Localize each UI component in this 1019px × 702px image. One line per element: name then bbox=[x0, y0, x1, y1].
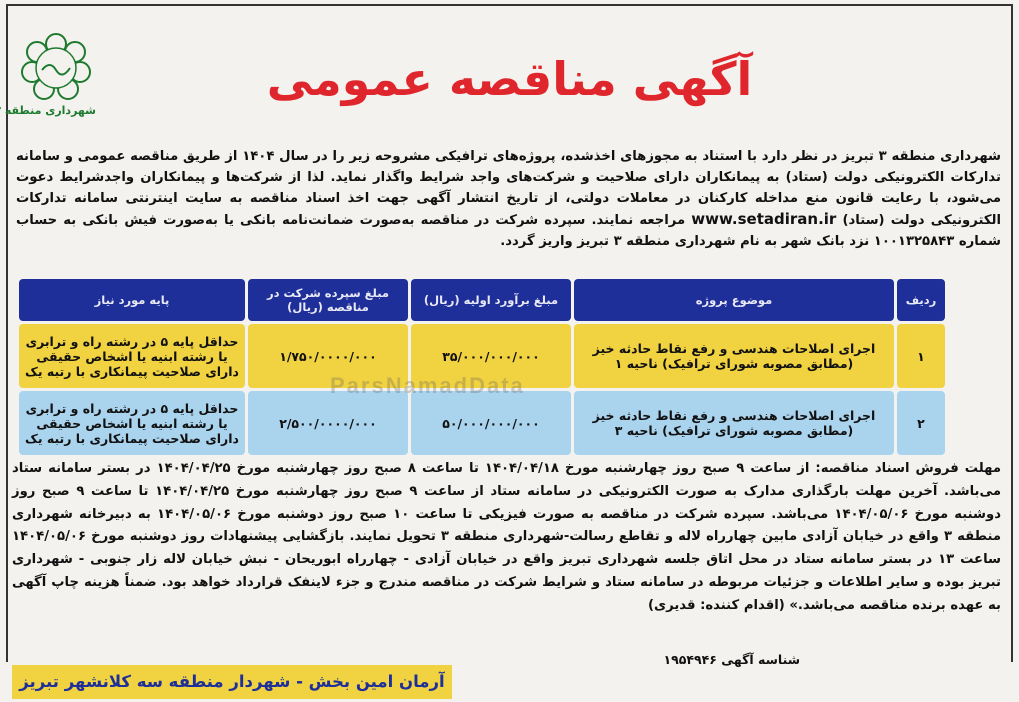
table-header-row bbox=[19, 279, 945, 321]
intro-paragraph bbox=[16, 146, 1001, 252]
logo-caption: شهرداری منطقه bbox=[4, 104, 96, 117]
intro-text-1: شهرداری منطقه ۳ تبریز در نظر دارد با استناد به مجوزهای اخذشده، پروژه‌های ترافیکی مشروحه زیر را در سال ۱۴۰۴ از طریق مناقصه عمومی و سامانه تدارکات الکترونیکی دولت (ستاد) به پیمانکاران دارای صلاحیت و شرکت‌های واجد شرایط واگذار نماید. لذا از شرکت‌ها و پیمانکاران واجدشرایط دعوت می‌شود، با رعایت قانون منع مداخله کارکنان در معاملات دولتی، از تاریخ انتشار آگهی جهت اخذ اسناد مناقصه به سایت اینترنتی سامانه تدارکات الکترونیکی دولت (ستاد) bbox=[16, 149, 1001, 228]
cell-deposit: ۲/۵۰۰/۰۰۰۰/۰۰۰ bbox=[248, 391, 408, 455]
cell-subject: اجرای اصلاحات هندسی و رفع نقاط حادثه خیز (مطابق مصوبه شورای ترافیک) ناحیه ۱ bbox=[574, 324, 894, 388]
header-deposit: مبلغ سپرده شرکت در مناقصه (ریال) bbox=[248, 279, 408, 321]
ad-id: شناسه آگهی ۱۹۵۴۹۴۶ bbox=[663, 652, 800, 667]
header-grade: پایه مورد نیاز bbox=[19, 279, 245, 321]
page-title: آگهی مناقصه عمومی bbox=[266, 52, 753, 106]
cell-estimate: ۳۵/۰۰۰/۰۰۰/۰۰۰ bbox=[411, 324, 571, 388]
cell-row-number: ۱ bbox=[897, 324, 945, 388]
cell-subject: اجرای اصلاحات هندسی و رفع نقاط حادثه خیز (مطابق مصوبه شورای ترافیک) ناحیه ۳ bbox=[574, 391, 894, 455]
cell-estimate: ۵۰/۰۰۰/۰۰۰/۰۰۰ bbox=[411, 391, 571, 455]
cell-deposit: ۱/۷۵۰/۰۰۰۰/۰۰۰ bbox=[248, 324, 408, 388]
table-row bbox=[19, 391, 945, 455]
frame-top-border bbox=[6, 4, 1013, 6]
watermark-text: ParsNamadData bbox=[330, 373, 525, 398]
header-row-number: ردیف bbox=[897, 279, 945, 321]
cell-grade: حداقل پایه ۵ در رشته راه و ترابری یا رشته ابنیه یا اشخاص حقیقی دارای صلاحیت پیمانکاری با رتبه یک bbox=[19, 391, 245, 455]
cell-row-number: ۲ bbox=[897, 391, 945, 455]
setad-website-link[interactable]: www.setadiran.ir bbox=[691, 210, 837, 228]
cell-grade: حداقل پایه ۵ در رشته راه و ترابری یا رشته ابنیه یا اشخاص حقیقی دارای صلاحیت پیمانکاری با رتبه یک bbox=[19, 324, 245, 388]
header-estimate: مبلغ برآورد اولیه (ریال) bbox=[411, 279, 571, 321]
intro-text-2: مراجعه نمایند. سپرده شرکت در مناقصه به‌صورت ضمانت‌نامه بانکی یا به‌صورت فیش بانکی به حساب شماره ۱۰۰۱۳۲۵۸۴۳ نزد بانک شهر به نام شهرداری منطقه ۳ تبریز واریز گردد. bbox=[16, 213, 1001, 249]
header-subject: موضوع پروژه bbox=[574, 279, 894, 321]
signature-banner: آرمان امین بخش - شهردار منطقه سه کلانشهر تبریز bbox=[12, 665, 452, 699]
conditions-paragraph: مهلت فروش اسناد مناقصه: از ساعت ۹ صبح روز چهارشنبه مورخ ۱۴۰۴/۰۴/۱۸ تا ساعت ۸ صبح روز چهارشنبه مورخ ۱۴۰۴/۰۴/۲۵ در بستر سامانه ستاد می‌باشد. آخرین مهلت بارگذاری مدارک به صورت الکترونیکی در سامانه ستاد از ساعت ۹ صبح روز چهارشنبه مورخ ۱۴۰۴/۰۴/۲۵ تا ساعت ۹ صبح روز دوشنبه مورخ ۱۴۰۴/۰۵/۰۶ می‌باشد. سپرده شرکت در مناقصه به صورت فیزیکی تا ساعت ۱۰ صبح روز دوشنبه مورخ ۱۴۰۴/۰۵/۰۶ به دبیرخانه شهرداری منطقه ۳ واقع در خیابان آزادی مابین چهارراه لاله و تقاطع رسالت-شهرداری منطقه ۳ تحویل نمایند. بازگشایی پیشنهادات روز دوشنبه مورخ ۱۴۰۴/۰۵/۰۶ ساعت ۱۳ در بستر سامانه ستاد در محل اتاق جلسه شهرداری تبریز واقع در خیابان آزادی - چهارراه ابوریحان - نبش خیابان لاله زار جنوبی - شهرداری تبریز بوده و سایر اطلاعات و جزئیات مربوطه در سامانه ستاد و شرایط شرکت در مناقصه مندرج و جزء لاینفک قرارداد خواهد بود. ضمناً هزینه چاپ آگهی به عهده برنده مناقصه می‌باشد.» (اقدام کننده: قدیری) bbox=[12, 461, 1002, 613]
projects-table bbox=[16, 276, 948, 458]
